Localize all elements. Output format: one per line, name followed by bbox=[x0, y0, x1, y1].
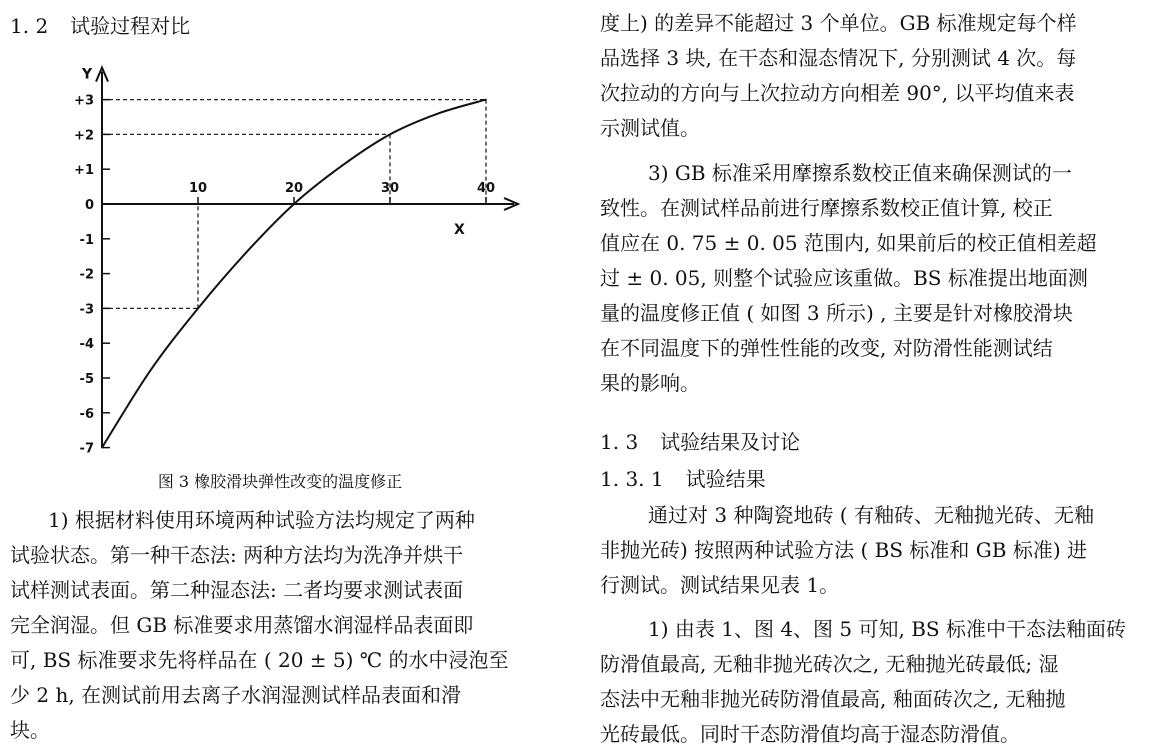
text-line: 1) 根据材料使用环境两种试验方法均规定了两种 bbox=[48, 508, 475, 532]
section-title: 试验结果及讨论 bbox=[660, 430, 801, 454]
y-tick-label: +2 bbox=[74, 128, 94, 144]
text-line: 防滑值最高, 无釉非抛光砖次之, 无釉抛光砖最低; 湿 bbox=[600, 652, 1059, 676]
y-tick-label: -2 bbox=[79, 267, 94, 283]
text-line: 试样测试表面。第二种湿态法: 二者均要求测试表面 bbox=[10, 578, 464, 602]
x-tick-label: 20 bbox=[284, 181, 304, 196]
paragraph-test-description bbox=[600, 498, 1140, 603]
section-number: 1. 3 bbox=[600, 430, 639, 454]
curve-data-point bbox=[437, 113, 439, 115]
text-line: 值应在 0. 75 ± 0. 05 范围内, 如果前后的校正值相差超 bbox=[600, 231, 1097, 255]
chart-curve-layer bbox=[101, 99, 487, 449]
text-line: 度上) 的差异不能超过 3 个单位。GB 标准规定每个样 bbox=[600, 11, 1077, 35]
text-line: 块。 bbox=[10, 718, 50, 742]
y-tick-label: -3 bbox=[79, 302, 94, 318]
section-number: 1. 3. 1 bbox=[600, 467, 664, 491]
section-heading-1-3-1 bbox=[600, 463, 766, 492]
text-line: 行测试。测试结果见表 1。 bbox=[600, 573, 840, 597]
correction-curve bbox=[102, 100, 486, 448]
y-tick-label: -7 bbox=[79, 441, 94, 457]
text-line: 过 ± 0. 05, 则整个试验应该重做。BS 标准提出地面测 bbox=[600, 266, 1088, 290]
section-heading-1-2 bbox=[10, 10, 190, 39]
text-line: 态法中无釉非抛光砖防滑值最高, 釉面砖次之, 无釉抛 bbox=[600, 687, 1066, 711]
chart-axes bbox=[81, 67, 518, 448]
y-axis-label: Y bbox=[82, 66, 93, 83]
curve-data-point bbox=[149, 370, 151, 372]
y-tick-label: -5 bbox=[79, 372, 94, 387]
text-line: 通过对 3 种陶瓷地砖 ( 有釉砖、无釉抛光砖、无釉 bbox=[648, 503, 1094, 527]
text-line: 次拉动的方向与上次拉动方向相差 90°, 以平均值来表 bbox=[600, 81, 1075, 105]
text-line: 在不同温度下的弹性性能的改变, 对防滑性能测试结 bbox=[600, 336, 1053, 360]
x-tick-label: 30 bbox=[380, 181, 400, 196]
curve-data-point bbox=[389, 134, 391, 136]
x-tick-label: 40 bbox=[476, 181, 496, 196]
chart-ticks bbox=[74, 94, 495, 457]
curve-data-point bbox=[245, 252, 247, 254]
section-title: 试验过程对比 bbox=[70, 14, 191, 38]
curve-data-point bbox=[341, 165, 343, 167]
curve-data-point bbox=[485, 99, 487, 101]
text-line: 试验状态。第一种干态法: 两种方法均为洗净并烘干 bbox=[10, 543, 464, 567]
text-line: 完全润湿。但 GB 标准要求用蒸馏水润湿样品表面即 bbox=[10, 613, 474, 637]
text-line: 非抛光砖) 按照两种试验方法 ( BS 标准和 GB 标准) 进 bbox=[600, 538, 1087, 562]
figure-caption: 图 3 橡胶滑块弹性改变的温度修正 bbox=[157, 472, 403, 491]
x-axis-label: X bbox=[454, 222, 465, 238]
y-tick-label: -1 bbox=[79, 232, 94, 248]
text-line: 光砖最低。同时干态防滑值均高于湿态防滑值。 bbox=[600, 722, 1020, 746]
text-line: 可, BS 标准要求先将样品在 ( 20 ± 5) ℃ 的水中浸泡至 bbox=[10, 648, 509, 672]
y-tick-label: -4 bbox=[79, 337, 94, 353]
text-line: 示测试值。 bbox=[600, 116, 700, 140]
temperature-correction-chart bbox=[70, 60, 530, 460]
y-tick-label: -6 bbox=[79, 406, 94, 422]
y-tick-label: +3 bbox=[74, 93, 94, 109]
y-tick-label: 0 bbox=[84, 198, 94, 213]
section-number: 1. 2 bbox=[10, 14, 49, 38]
text-line: 1) 由表 1、图 4、图 5 可知, BS 标准中干态法釉面砖 bbox=[648, 617, 1126, 641]
text-line: 致性。在测试样品前进行摩擦系数校正值计算, 校正 bbox=[600, 196, 1053, 220]
paragraph-continued bbox=[600, 6, 1140, 146]
text-line: 量的温度修正值 ( 如图 3 所示) , 主要是针对橡胶滑块 bbox=[600, 301, 1073, 325]
section-heading-1-3 bbox=[600, 426, 800, 455]
paragraph-findings bbox=[600, 612, 1140, 752]
text-line: 3) GB 标准采用摩擦系数校正值来确保测试的一 bbox=[648, 161, 1072, 185]
section-title: 试验结果 bbox=[685, 467, 766, 491]
x-tick-label: 10 bbox=[188, 181, 208, 196]
paragraph-friction-calibration bbox=[600, 156, 1140, 401]
curve-data-point bbox=[197, 308, 199, 310]
text-line: 果的影响。 bbox=[600, 371, 700, 395]
text-line: 品选择 3 块, 在干态和湿态情况下, 分别测试 4 次。每 bbox=[600, 46, 1077, 70]
paragraph-test-states bbox=[10, 503, 550, 748]
text-line: 少 2 h, 在测试前用去离子水润湿测试样品表面和滑 bbox=[10, 683, 462, 707]
y-tick-label: +1 bbox=[74, 163, 94, 179]
